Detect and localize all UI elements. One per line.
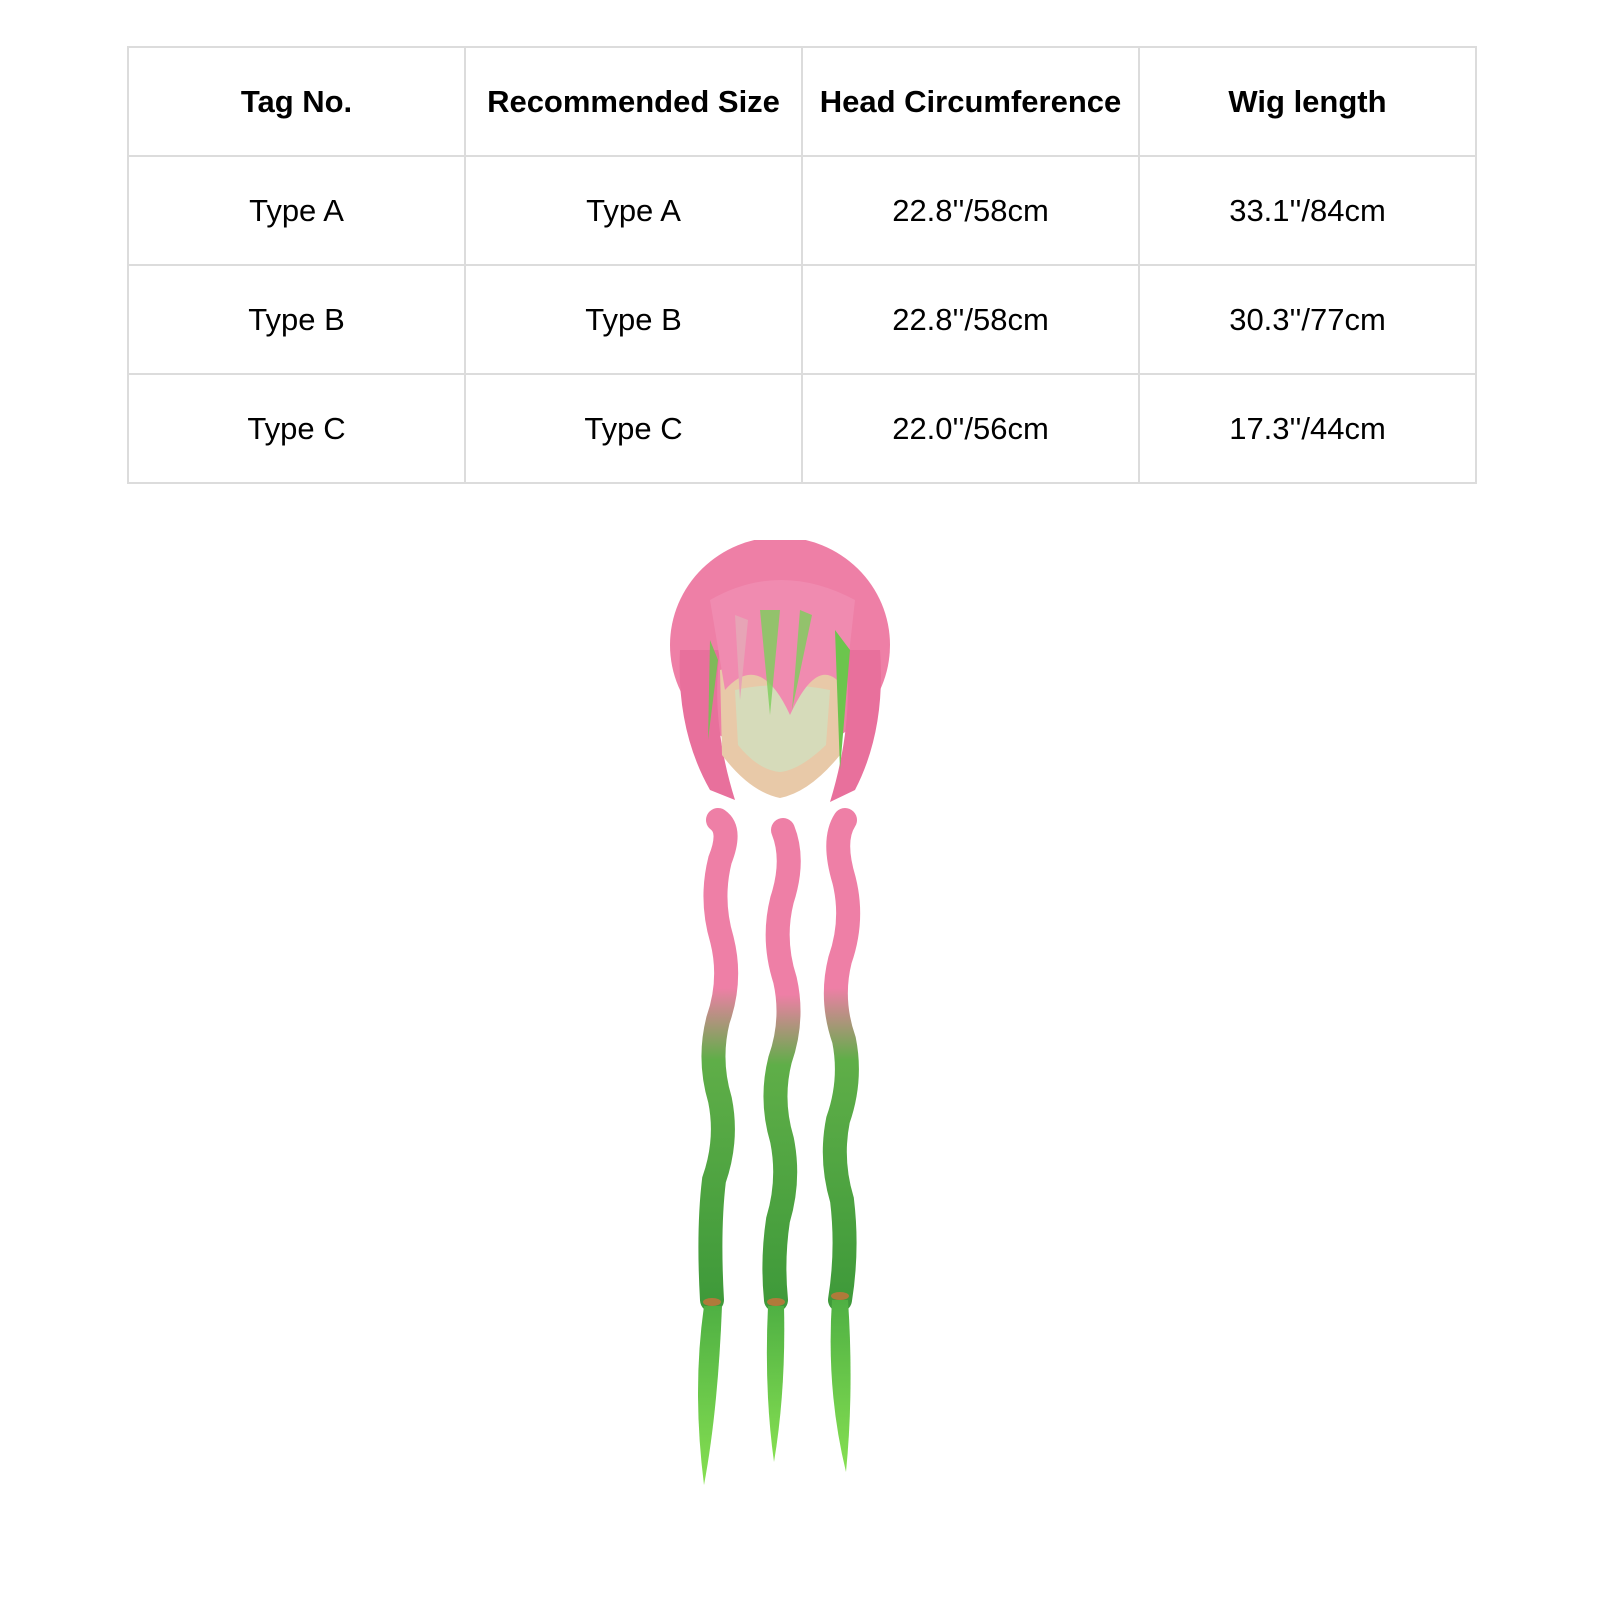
cell-recommended-size: Type B xyxy=(465,265,802,374)
cell-tag-no: Type B xyxy=(128,265,465,374)
cell-head-circumference: 22.8''/58cm xyxy=(802,265,1139,374)
cell-tag-no: Type C xyxy=(128,374,465,483)
cell-recommended-size: Type A xyxy=(465,156,802,265)
cell-wig-length: 33.1''/84cm xyxy=(1139,156,1476,265)
header-tag-no: Tag No. xyxy=(128,47,465,156)
header-wig-length: Wig length xyxy=(1139,47,1476,156)
table-row xyxy=(128,265,1476,374)
cell-head-circumference: 22.0''/56cm xyxy=(802,374,1139,483)
wig-braids xyxy=(698,820,851,1485)
size-chart-table xyxy=(127,46,1477,484)
header-recommended-size: Recommended Size xyxy=(465,47,802,156)
cell-wig-length: 30.3''/77cm xyxy=(1139,265,1476,374)
table-header-row xyxy=(128,47,1476,156)
cell-head-circumference: 22.8''/58cm xyxy=(802,156,1139,265)
wig-product-image xyxy=(640,540,940,1540)
table-row xyxy=(128,374,1476,483)
table-row xyxy=(128,156,1476,265)
cell-recommended-size: Type C xyxy=(465,374,802,483)
cell-wig-length: 17.3''/44cm xyxy=(1139,374,1476,483)
wig-head xyxy=(670,540,890,802)
cell-tag-no: Type A xyxy=(128,156,465,265)
header-head-circumference: Head Circumference xyxy=(802,47,1139,156)
